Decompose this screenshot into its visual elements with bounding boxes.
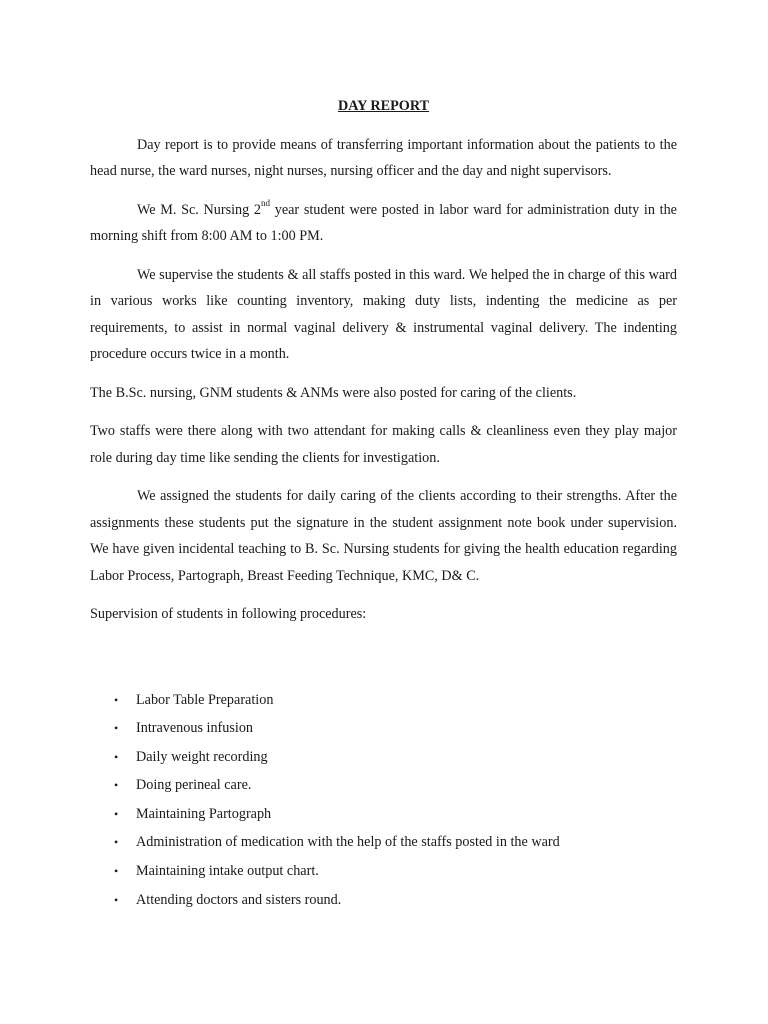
list-item-text: Maintaining intake output chart. (136, 863, 319, 880)
list-item (90, 828, 677, 857)
list-item-text: Daily weight recording (136, 748, 268, 765)
list-item (90, 800, 677, 829)
posting-text-end: year student were posted in labor ward for administration duty in the morning shift from 8:00 AM to 1:00 PM. (90, 201, 677, 244)
bullet-icon: • (114, 778, 119, 793)
list-item-text: Attending doctors and sisters round. (136, 891, 342, 908)
paragraph-assignments: We assigned the students for daily caring of the clients according to their strengths. After the assignments these students put the signature in the student assignment note book under supervision. We have given incidental teaching to B. Sc. Nursing students for giving the health education regarding Labor Process, Partograph, Breast Feeding Technique, KMC, D& C. (90, 488, 677, 584)
bullet-icon: • (114, 892, 119, 907)
list-item (90, 886, 677, 915)
paragraph-supervision: We supervise the students & all staffs posted in this ward. We helped the in charge of this ward in various works like counting inventory, making duty lists, indenting the medicine as per requirements, to assist in normal vaginal delivery & instrumental vaginal delivery. The indenting procedure occurs twice in a month. (90, 266, 677, 362)
bullet-icon: • (114, 721, 119, 736)
bullet-icon: • (114, 749, 119, 764)
list-item-text: Maintaining Partograph (136, 805, 272, 822)
paragraph-students-posted: The B.Sc. nursing, GNM students & ANMs were also posted for caring of the clients. (90, 384, 577, 401)
list-item (90, 686, 677, 715)
posting-text-start: We M. Sc. Nursing 2 (137, 201, 262, 218)
document-title: DAY REPORT (337, 98, 430, 114)
procedure-list (90, 686, 677, 915)
paragraph-staffs: Two staffs were there along with two attendant for making calls & cleanliness even they play major role during day time like sending the clients for investigation. (90, 423, 677, 466)
document-page (90, 93, 677, 914)
paragraph-purpose: Day report is to provide means of transferring important information about the patients to the head nurse, the ward nurses, night nurses, nursing officer and the day and night supervisors. (90, 136, 677, 179)
bullet-icon: • (114, 806, 119, 821)
ordinal-suffix: nd (261, 197, 271, 208)
bullet-icon: • (114, 864, 119, 879)
list-item-text: Labor Table Preparation (136, 691, 274, 708)
bullet-icon: • (114, 835, 119, 850)
list-item (90, 771, 677, 800)
bullet-icon: • (114, 692, 119, 707)
list-item-text: Doing perineal care. (136, 777, 252, 794)
paragraph-posting (90, 197, 677, 250)
list-item-text: Administration of medication with the help of the staffs posted in the ward (136, 834, 560, 851)
list-item (90, 714, 677, 743)
list-item (90, 857, 677, 886)
list-item (90, 743, 677, 772)
paragraph-procedures-intro: Supervision of students in following procedures: (90, 606, 367, 622)
list-item-text: Intravenous infusion (136, 720, 254, 737)
